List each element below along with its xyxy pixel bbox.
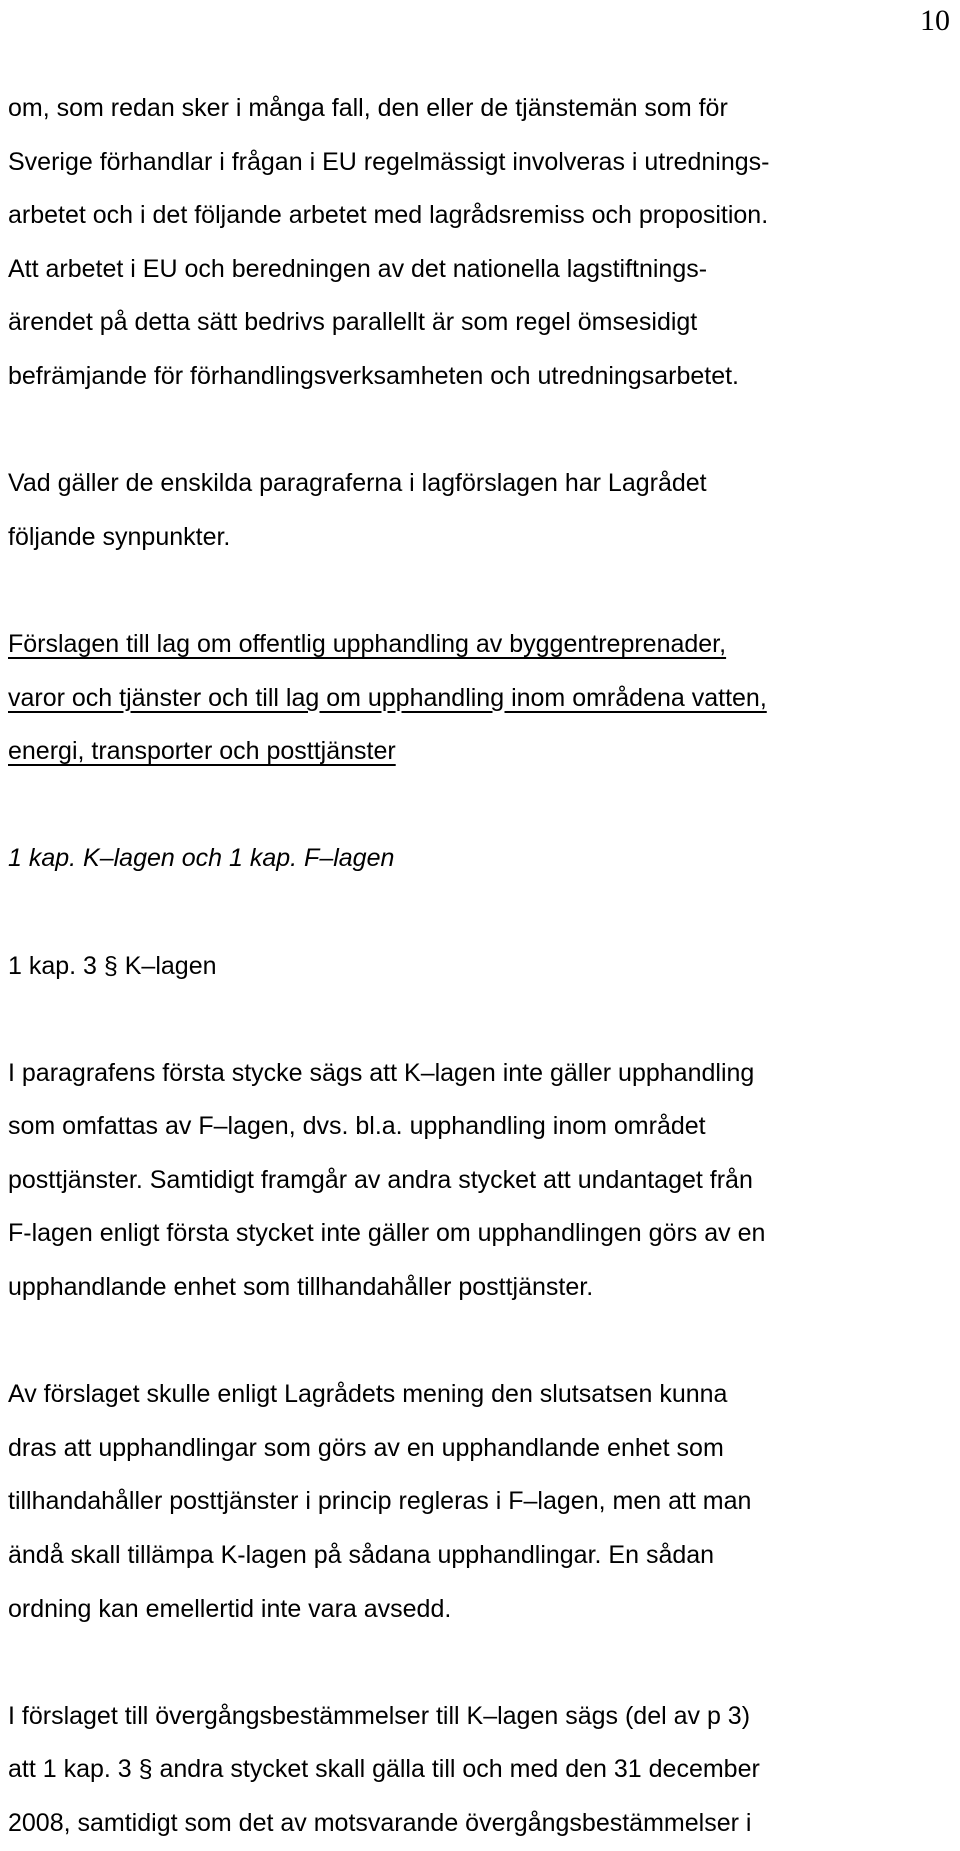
intro-paragraph [8, 82, 948, 404]
text-line: Av förslaget skulle enligt Lagrådets mening den slutsatsen kunna [8, 1380, 728, 1409]
text-line: I paragrafens första stycke sägs att K–lagen inte gäller upphandling [8, 1058, 755, 1087]
text-line: ordning kan emellertid inte vara avsedd. [8, 1594, 452, 1623]
heading-line: energi, transporter och posttjänster [8, 737, 396, 766]
chapter-subheading: 1 kap. K–lagen och 1 kap. F–lagen [8, 844, 395, 873]
paragraph-four [8, 1368, 948, 1636]
section-subheading: 1 kap. 3 § K–lagen [8, 951, 217, 980]
text-line: ärendet på detta sätt bedrivs parallellt är som regel ömsesidigt [8, 308, 698, 337]
text-line: F-lagen enligt första stycket inte gäller om upphandlingen görs av en [8, 1219, 766, 1248]
text-line: 2008, samtidigt som det av motsvarande övergångsbestämmelser i [8, 1809, 752, 1837]
text-line: befrämjande för förhandlingsverksamheten och utredningsarbetet. [8, 361, 739, 390]
paragraph-spacer [8, 1315, 948, 1369]
text-line: Vad gäller de enskilda paragraferna i lagförslagen har Lagrådet [8, 469, 707, 498]
text-line: tillhandahåller posttjänster i princip regleras i F–lagen, men att man [8, 1487, 752, 1516]
paragraph-spacer [8, 404, 948, 458]
text-line: ändå skall tillämpa K-lagen på sådana upphandlingar. En sådan [8, 1541, 715, 1570]
text-line: posttjänster. Samtidigt framgår av andra stycket att undantaget från [8, 1165, 753, 1194]
text-line: upphandlande enhet som tillhandahåller posttjänster. [8, 1273, 594, 1302]
paragraph-spacer [8, 886, 948, 940]
paragraph-two [8, 457, 948, 564]
paragraph-three [8, 1047, 948, 1315]
section-heading [8, 618, 948, 779]
text-line: arbetet och i det följande arbetet med lagrådsremiss och proposition. [8, 201, 769, 230]
text-line: I förslaget till övergångsbestämmelser till K–lagen sägs (del av p 3) [8, 1701, 751, 1730]
paragraph-spacer [8, 1636, 948, 1690]
text-line: Att arbetet i EU och beredningen av det nationella lagstiftnings- [8, 254, 708, 283]
paragraph-spacer [8, 993, 948, 1047]
text-line: om, som redan sker i många fall, den eller de tjänstemän som för [8, 94, 728, 122]
heading-line: varor och tjänster och till lag om upphandling inom områdena vatten, [8, 683, 767, 712]
heading-line: Förslagen till lag om offentlig upphandling av byggentreprenader, [8, 629, 727, 658]
text-line: som omfattas av F–lagen, dvs. bl.a. upphandling inom området [8, 1112, 706, 1141]
document-body [8, 82, 948, 1851]
paragraph-five [8, 1690, 948, 1851]
text-line: Sverige förhandlar i frågan i EU regelmässigt involveras i utrednings- [8, 147, 770, 176]
paragraph-spacer [8, 779, 948, 833]
page-number: 10 [920, 4, 950, 37]
text-line: följande synpunkter. [8, 522, 231, 551]
paragraph-spacer [8, 564, 948, 618]
text-line: att 1 kap. 3 § andra stycket skall gälla till och med den 31 december [8, 1755, 760, 1784]
text-line: dras att upphandlingar som görs av en upphandlande enhet som [8, 1433, 724, 1462]
